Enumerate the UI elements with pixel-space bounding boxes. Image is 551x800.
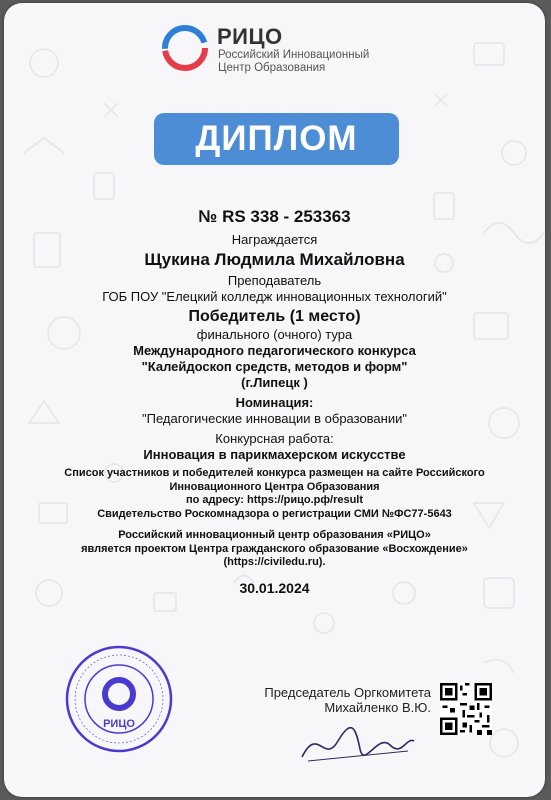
organization-seal [64,644,174,754]
project-line-1: Российский инновационный центр образования «РИЦО» [118,529,431,541]
logo-name: РИЦО [217,24,283,49]
contest-name: "Калейдоскоп средств, методов и форм" [141,359,408,374]
diploma-number: № RS 338 - 253363 [198,207,351,226]
diploma-page [4,3,545,797]
rico-logo-icon [162,25,208,71]
logo-subtitle [218,49,418,75]
seal-center-text: РИЦО [103,718,135,730]
awarded-label: Награждается [231,232,318,247]
info-line-4: Свидетельство Роскомнадзора о регистрации СМИ №ФС77-5643 [97,507,452,520]
info-line-3: по адресу: https://рицо.рф/result [185,494,364,506]
contest-city: (г.Липецк ) [241,375,308,390]
handwritten-signature [298,721,418,765]
logo-subtitle-line1: Российский Инновационный [218,49,370,61]
signatory-block [236,685,431,715]
diploma-date: 30.01.2024 [239,579,310,596]
recipient-name: Щукина Людмила Михайловна [144,250,405,269]
contest-type: Международного педагогического конкурса [133,343,416,358]
place-award: Победитель (1 место) [188,308,361,325]
info-line-2: Инновационного Центра Образования [169,480,380,493]
signatory-role: Председатель Оргкомитета [264,685,431,700]
logo-subtitle-line2: Центр Образования [218,62,326,74]
nomination-value: "Педагогические инновации в образовании" [142,411,407,426]
project-line-2: является проектом Центра гражданского образование «Восхождение» [81,542,468,555]
contest-round: финального (очного) тура [196,327,353,342]
diploma-body [24,207,525,596]
diploma-title-banner: ДИПЛОМ [154,113,399,165]
nomination-label: Номинация: [235,395,314,410]
recipient-organization: ГОБ ПОУ "Елецкий колледж инновационных технологий" [102,289,447,304]
work-label: Конкурсная работа: [215,431,334,446]
recipient-position: Преподаватель [227,273,322,288]
work-title: Инновация в парикмахерском искусстве [143,447,406,462]
rico-logo [162,25,412,77]
qr-code[interactable] [440,683,492,735]
signatory-name: Михайленко В.Ю. [324,700,431,715]
info-line-1: Список участников и победителей конкурса размещен на сайте Российского [64,467,485,479]
project-line-3: (https://civiledu.ru). [223,556,326,568]
